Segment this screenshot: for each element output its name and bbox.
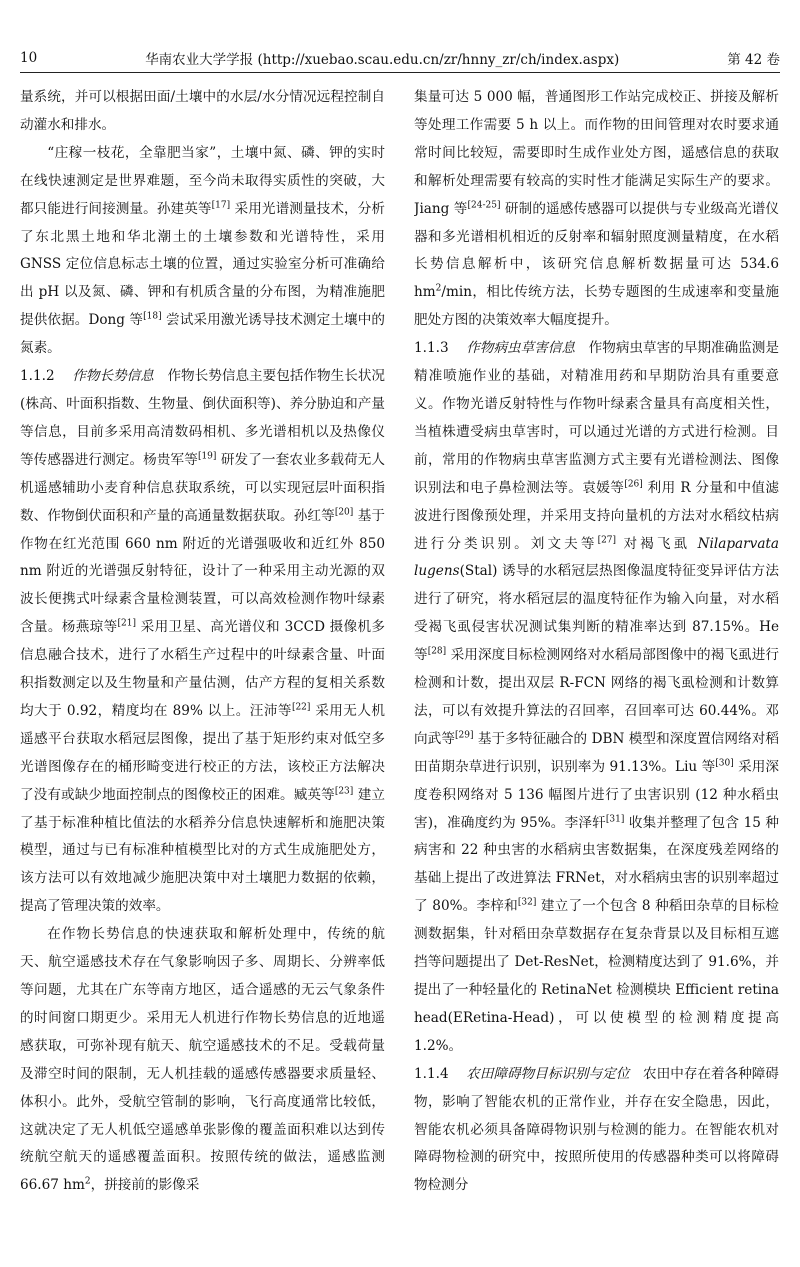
section-1-1-3: 1.1.3 作物病虫草害信息 作物病虫草害的早期准确监测是精准喷施作业的基础，对精准用药和早期防治具有重要意义。作物光谱反射特性与作物叶绿素含量具有高度相关性，当植株遭受病虫草害时，可以通过光谱的方式进行检测。目前，常用的作物病虫草害监测方式主要有光谱检测法、图像识别法和电子鼻检测法等。袁媛等[26] 利用 R 分量和中值滤波进行图像预处理，并采用支持向量机的方法对水稻纹枯病进行分类识别。刘文夫等[27] 对褐飞虱 Nilaparvata lugens(Stal) 诱导的水稻冠层热图像温度特征变异评估方法进行了研究，将水稻冠层的温度特征作为输入向量，对水稻受褐飞虱侵害状况测试集判断的精准率达到 87.15%。He 等[28] 采用深度目标检测网络对水稻局部图像中的褐飞虱进行检测和计数，提出双层 R-FCN 网络的褐飞虱检测和计数算法，可以有效提升算法的召回率，召回率可达 60.44%。邓向武等[29] 基于多特征融合的 DBN 模型和深度置信网络对稻田苗期杂草进行识别，识别率为 91.13%。Liu 等[30] 采用深度卷积网络对 5 136 幅图片进行了虫害识别 (12 种水稻虫害)，准确度约为 95%。李泽轩[31] 收集并整理了包含 15 种病害和 22 种虫害的水稻病虫害数据集，在深度残差网络的基础上提出了改进算法 FRNet，对水稻病虫害的识别率超过了 80%。李梓和[32] 建立了一个包含 8 种稻田杂草的目标检测数据集，针对稻田杂草数据存在复杂背景以及目标相互遮挡等问题提出了 Det-ResNet，检测精度达到了 91.6%，并提出了一种轻量化的 RetinaNet 检测模块 Efficient retina head(ERetina-Head)，可以使模型的检测精度提高 1.2%。 xyxy=(414,340,779,1054)
citation: [29] xyxy=(455,730,474,741)
volume-label: 第 42 卷 xyxy=(727,52,780,68)
citation: [28] xyxy=(427,646,447,657)
section-1-1-4: 1.1.4 农田障碍物目标识别与定位 农田中存在着各种障碍物，影响了智能农机的正常作业，并存在安全隐患，因此，智能农机必须具备障碍物识别与检测的能力。在智能农机对障碍物检测的研究中，按照所使用的传感器种类可以将障碍物检测分 xyxy=(414,1065,779,1194)
citation: [27] xyxy=(597,534,617,545)
citation: [26] xyxy=(624,479,643,490)
section-number: 1.1.2 xyxy=(20,368,55,385)
citation: [18] xyxy=(143,311,162,322)
section-title: 农田障碍物目标识别与定位 xyxy=(466,1065,630,1082)
section-title: 作物病虫草害信息 xyxy=(466,340,576,357)
section-1-1-2: 1.1.2 作物长势信息 作物长势信息主要包括作物生长状况 (株高、叶面积指数、生物量、倒伏面积等)、养分胁迫和产量等信息，目前多采用高清数码相机、多光谱相机以及热像仪等传感器进行测定。杨贵军等[19] 研发了一套农业多载荷无人机遥感辅助小麦育种信息获取系统，可以实现冠层叶面积指数、作物倒伏面积和产量的高通量数据获取。孙红等[20] 基于作物在红光范围 660 nm 附近的光谱强吸收和近红外 850 nm 附近的光谱强反射特征，设计了一种采用主动光源的双波长便携式叶绿素含量检测装置，可以高效检测作物叶绿素含量。杨燕琼等[21] 采用卫星、高光谱仪和 3CCD 摄像机多信息融合技术，进行了水稻生产过程中的叶绿素含量、叶面积指数测定以及生物量和产量估测，估产方程的复相关系数均大于 0.92，精度均在 89% 以上。汪沛等[22] 采用无人机遥感平台获取水稻冠层图像，提出了基于矩形约束对低空多光谱图像存在的桶形畸变进行校正的方法，该校正方法解决了没有或缺少地面控制点的图像校正的困难。臧英等[23] 建立了基于标准种植比值法的水稻养分信息快速解析和施肥决策模型，通过与已有标准种植模型比对的方式生成施肥处方，该方法可以有效地减少施肥决策中对土壤肥力数据的依赖，提高了管理决策的效率。 xyxy=(20,368,385,915)
left-column xyxy=(20,84,385,1259)
right-column xyxy=(414,84,779,1259)
citation: [30] xyxy=(715,758,734,769)
citation: [21] xyxy=(117,618,136,629)
paragraph: 在作物长势信息的快速获取和解析处理中，传统的航天、航空遥感技术存在气象影响因子多、周期长、分辨率低等问题，尤其在广东等南方地区，适合遥感的无云气象条件的时间窗口期更少。采用无人机进行作物长势信息的近地遥感获取，可弥补现有航天、航空遥感技术的不足。受载荷量及滞空时间的限制，无人机挂载的遥感传感器要求质量轻、体积小。此外，受航空管制的影响，飞行高度通常比较低，这就决定了无人机低空遥感单张影像的覆盖面积难以达到传统航空航天的遥感覆盖面积。按照传统的做法，遥感监测 66.67 $hm^2$，拼接前的影像采 xyxy=(20,926,385,1194)
paragraph: 量系统，并可以根据田面/土壤中的水层/水分情况远程控制自动灌水和排水。 xyxy=(20,89,385,133)
section-number: 1.1.4 xyxy=(414,1065,449,1082)
citation: [19] xyxy=(197,451,217,462)
citation: [24-25] xyxy=(467,200,501,211)
citation: [31] xyxy=(605,814,625,825)
citation: [32] xyxy=(517,897,537,908)
running-header xyxy=(20,44,780,73)
paragraph: 集量可达 5 000 幅，普通图形工作站完成校正、拼接及解析等处理工作需要 5 h 以上。而作物的田间管理对农时要求通常时间比较短，需要即时生成作业处方图，遥感信息的获取和解析处理需要有较高的实时性才能满足实际生产的要求。Jiang 等[24-25] 研制的遥感传感器可以提供与专业级高光谱仪器和多光谱相机相近的反射率和辐射照度测量精度，在水稻长势信息解析中，该研究信息解析数据量可达 534.6 $hm^2/\min$，相比传统方法，长势专题图的生成速率和变量施肥处方图的决策效率大幅度提升。 xyxy=(414,89,779,329)
journal-title: 华南农业大学学报 (http://xuebao.scau.edu.cn/zr/hnny_zr/ch/index.aspx) xyxy=(145,52,620,68)
section-number: 1.1.3 xyxy=(414,340,449,357)
paragraph: “庄稼一枝花，全靠肥当家”，土壤中氮、磷、钾的实时在线快速测定是世界难题，至今尚未取得实质性的突破，大都只能进行间接测量。孙建英等[17] 采用光谱测量技术，分析了东北黑土地和华北潮土的土壤参数和光谱特性，采用 GNSS 定位信息标志土壤的位置，通过实验室分析可准确给出 pH 以及氮、磷、钾和有机质含量的分布图，为精准施肥提供依据。Dong 等[18] 尝试采用激光诱导技术测定土壤中的氮素。 xyxy=(20,144,385,357)
page-number: 10 xyxy=(20,50,38,66)
citation: [20] xyxy=(334,507,354,518)
citation: [23] xyxy=(334,786,354,797)
section-title: 作物长势信息 xyxy=(72,368,154,385)
citation: [17] xyxy=(211,200,231,211)
citation: [22] xyxy=(291,702,311,713)
species-name: Nilaparvata lugens xyxy=(414,535,779,580)
